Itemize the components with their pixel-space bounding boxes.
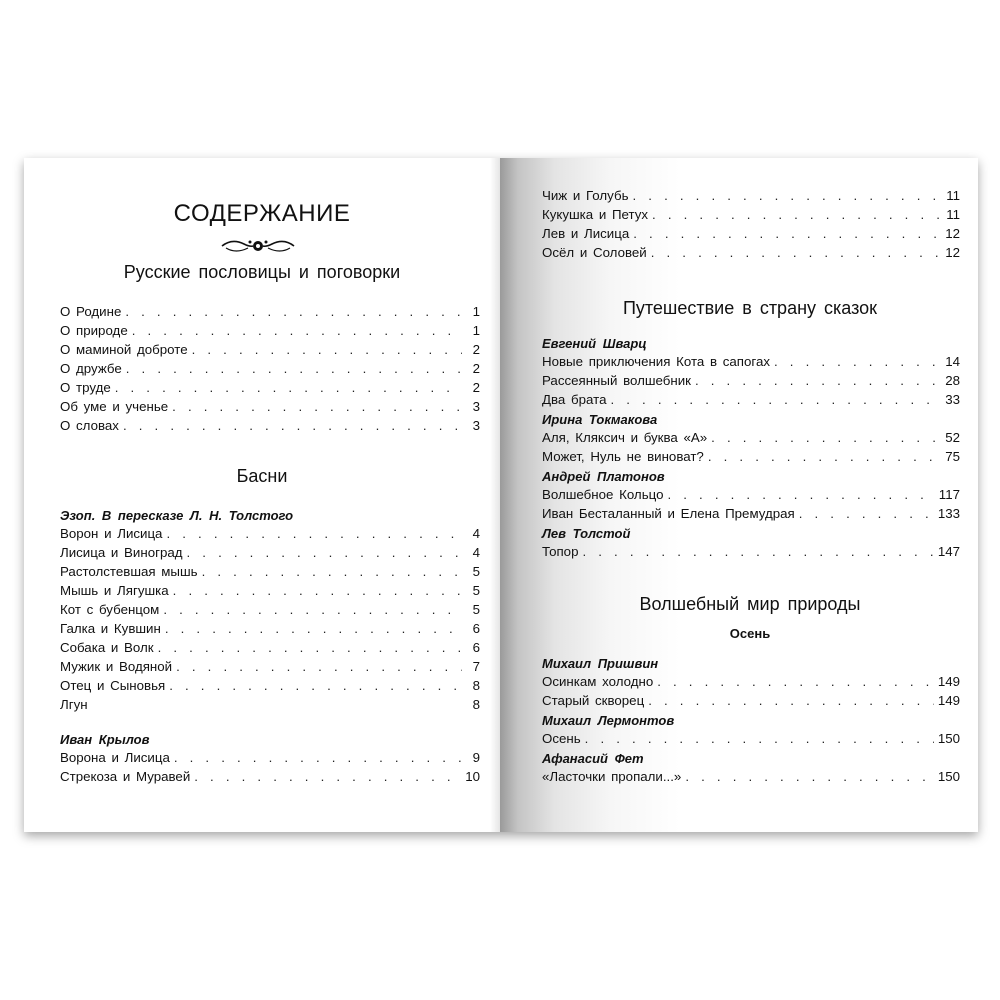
section-heading-fables: Басни bbox=[236, 466, 288, 486]
left-page bbox=[24, 158, 500, 832]
toc-row[interactable]: Осень . . . 150 bbox=[542, 731, 960, 751]
author-name: Эзоп. В пересказе Л. Н. Толстого bbox=[60, 508, 294, 523]
toc-row[interactable]: Иван Бесталанный и Елена Премудрая . . . 133 bbox=[542, 506, 960, 526]
ornament-icon bbox=[220, 236, 296, 256]
toc-row[interactable]: Лисица и Виноград . . . 4 bbox=[60, 545, 480, 565]
author-name: Михаил Пришвин bbox=[542, 656, 659, 671]
section-subheading-autumn: Осень bbox=[729, 626, 771, 641]
toc-row[interactable]: Стрекоза и Муравей . . . 10 bbox=[60, 769, 480, 789]
toc-row[interactable]: Два брата . . . 33 bbox=[542, 392, 960, 412]
right-page bbox=[500, 158, 978, 832]
toc-row[interactable]: О маминой доброте . . . 2 bbox=[60, 342, 480, 362]
toc-row[interactable]: О природе . . . 1 bbox=[60, 323, 480, 343]
toc-row[interactable]: Растолстевшая мышь . . . 5 bbox=[60, 564, 480, 584]
toc-row[interactable]: Лгун 8 bbox=[60, 697, 480, 712]
toc-row[interactable]: Осинкам холодно . . . 149 bbox=[542, 674, 960, 694]
toc-row[interactable]: О труде . . . 2 bbox=[60, 380, 480, 400]
toc-row[interactable]: Собака и Волк . . . 6 bbox=[60, 640, 480, 660]
toc-row[interactable]: Может, Нуль не виноват? . . . 75 bbox=[542, 449, 960, 469]
toc-row[interactable]: Новые приключения Кота в сапогах . . . 14 bbox=[542, 354, 960, 374]
book-spread bbox=[24, 158, 978, 832]
toc-row[interactable]: Лев и Лисица . . . 12 bbox=[542, 226, 960, 246]
toc-row[interactable]: Аля, Кляксич и буква «А» . . . 52 bbox=[542, 430, 960, 450]
toc-row[interactable]: О словах . . . 3 bbox=[60, 418, 480, 438]
section-heading-proverbs: Русские пословицы и поговорки bbox=[123, 262, 401, 282]
toc-row[interactable]: Галка и Кувшин . . . 6 bbox=[60, 621, 480, 641]
toc-row[interactable]: Кот с бубенцом . . . 5 bbox=[60, 602, 480, 622]
section-heading-fairy-tales: Путешествие в страну сказок bbox=[622, 298, 878, 318]
toc-row[interactable]: Топор . . . 147 bbox=[542, 544, 960, 564]
author-name: Ирина Токмакова bbox=[542, 412, 658, 427]
author-name: Евгений Шварц bbox=[542, 336, 647, 351]
toc-row[interactable]: Осёл и Соловей . . . 12 bbox=[542, 245, 960, 265]
toc-row[interactable]: Рассеянный волшебник . . . 28 bbox=[542, 373, 960, 393]
toc-row[interactable]: «Ласточки пропали...» . . . 150 bbox=[542, 769, 960, 789]
toc-row[interactable]: Ворона и Лисица . . . 9 bbox=[60, 750, 480, 770]
toc-row[interactable]: О Родине . . . 1 bbox=[60, 304, 480, 324]
toc-row[interactable]: Мышь и Лягушка . . . 5 bbox=[60, 583, 480, 603]
author-name: Михаил Лермонтов bbox=[542, 713, 675, 728]
toc-row[interactable]: Старый скворец . . . 149 bbox=[542, 693, 960, 713]
author-name: Иван Крылов bbox=[60, 732, 150, 747]
toc-row[interactable]: О дружбе . . . 2 bbox=[60, 361, 480, 381]
toc-row[interactable]: Об уме и ученье . . . 3 bbox=[60, 399, 480, 419]
author-name: Афанасий Фет bbox=[542, 751, 644, 766]
author-name: Лев Толстой bbox=[542, 526, 631, 541]
page-title: СОДЕРЖАНИЕ bbox=[173, 200, 351, 227]
author-name: Андрей Платонов bbox=[542, 469, 665, 484]
section-heading-nature: Волшебный мир природы bbox=[639, 594, 861, 614]
toc-row[interactable]: Чиж и Голубь . . . 11 bbox=[542, 188, 960, 208]
toc-row[interactable]: Отец и Сыновья . . . 8 bbox=[60, 678, 480, 698]
toc-row[interactable]: Ворон и Лисица . . . 4 bbox=[60, 526, 480, 546]
toc-row[interactable]: Кукушка и Петух . . . 11 bbox=[542, 207, 960, 227]
toc-row[interactable]: Мужик и Водяной . . . 7 bbox=[60, 659, 480, 679]
toc-row[interactable]: Волшебное Кольцо . . . 117 bbox=[542, 487, 960, 507]
